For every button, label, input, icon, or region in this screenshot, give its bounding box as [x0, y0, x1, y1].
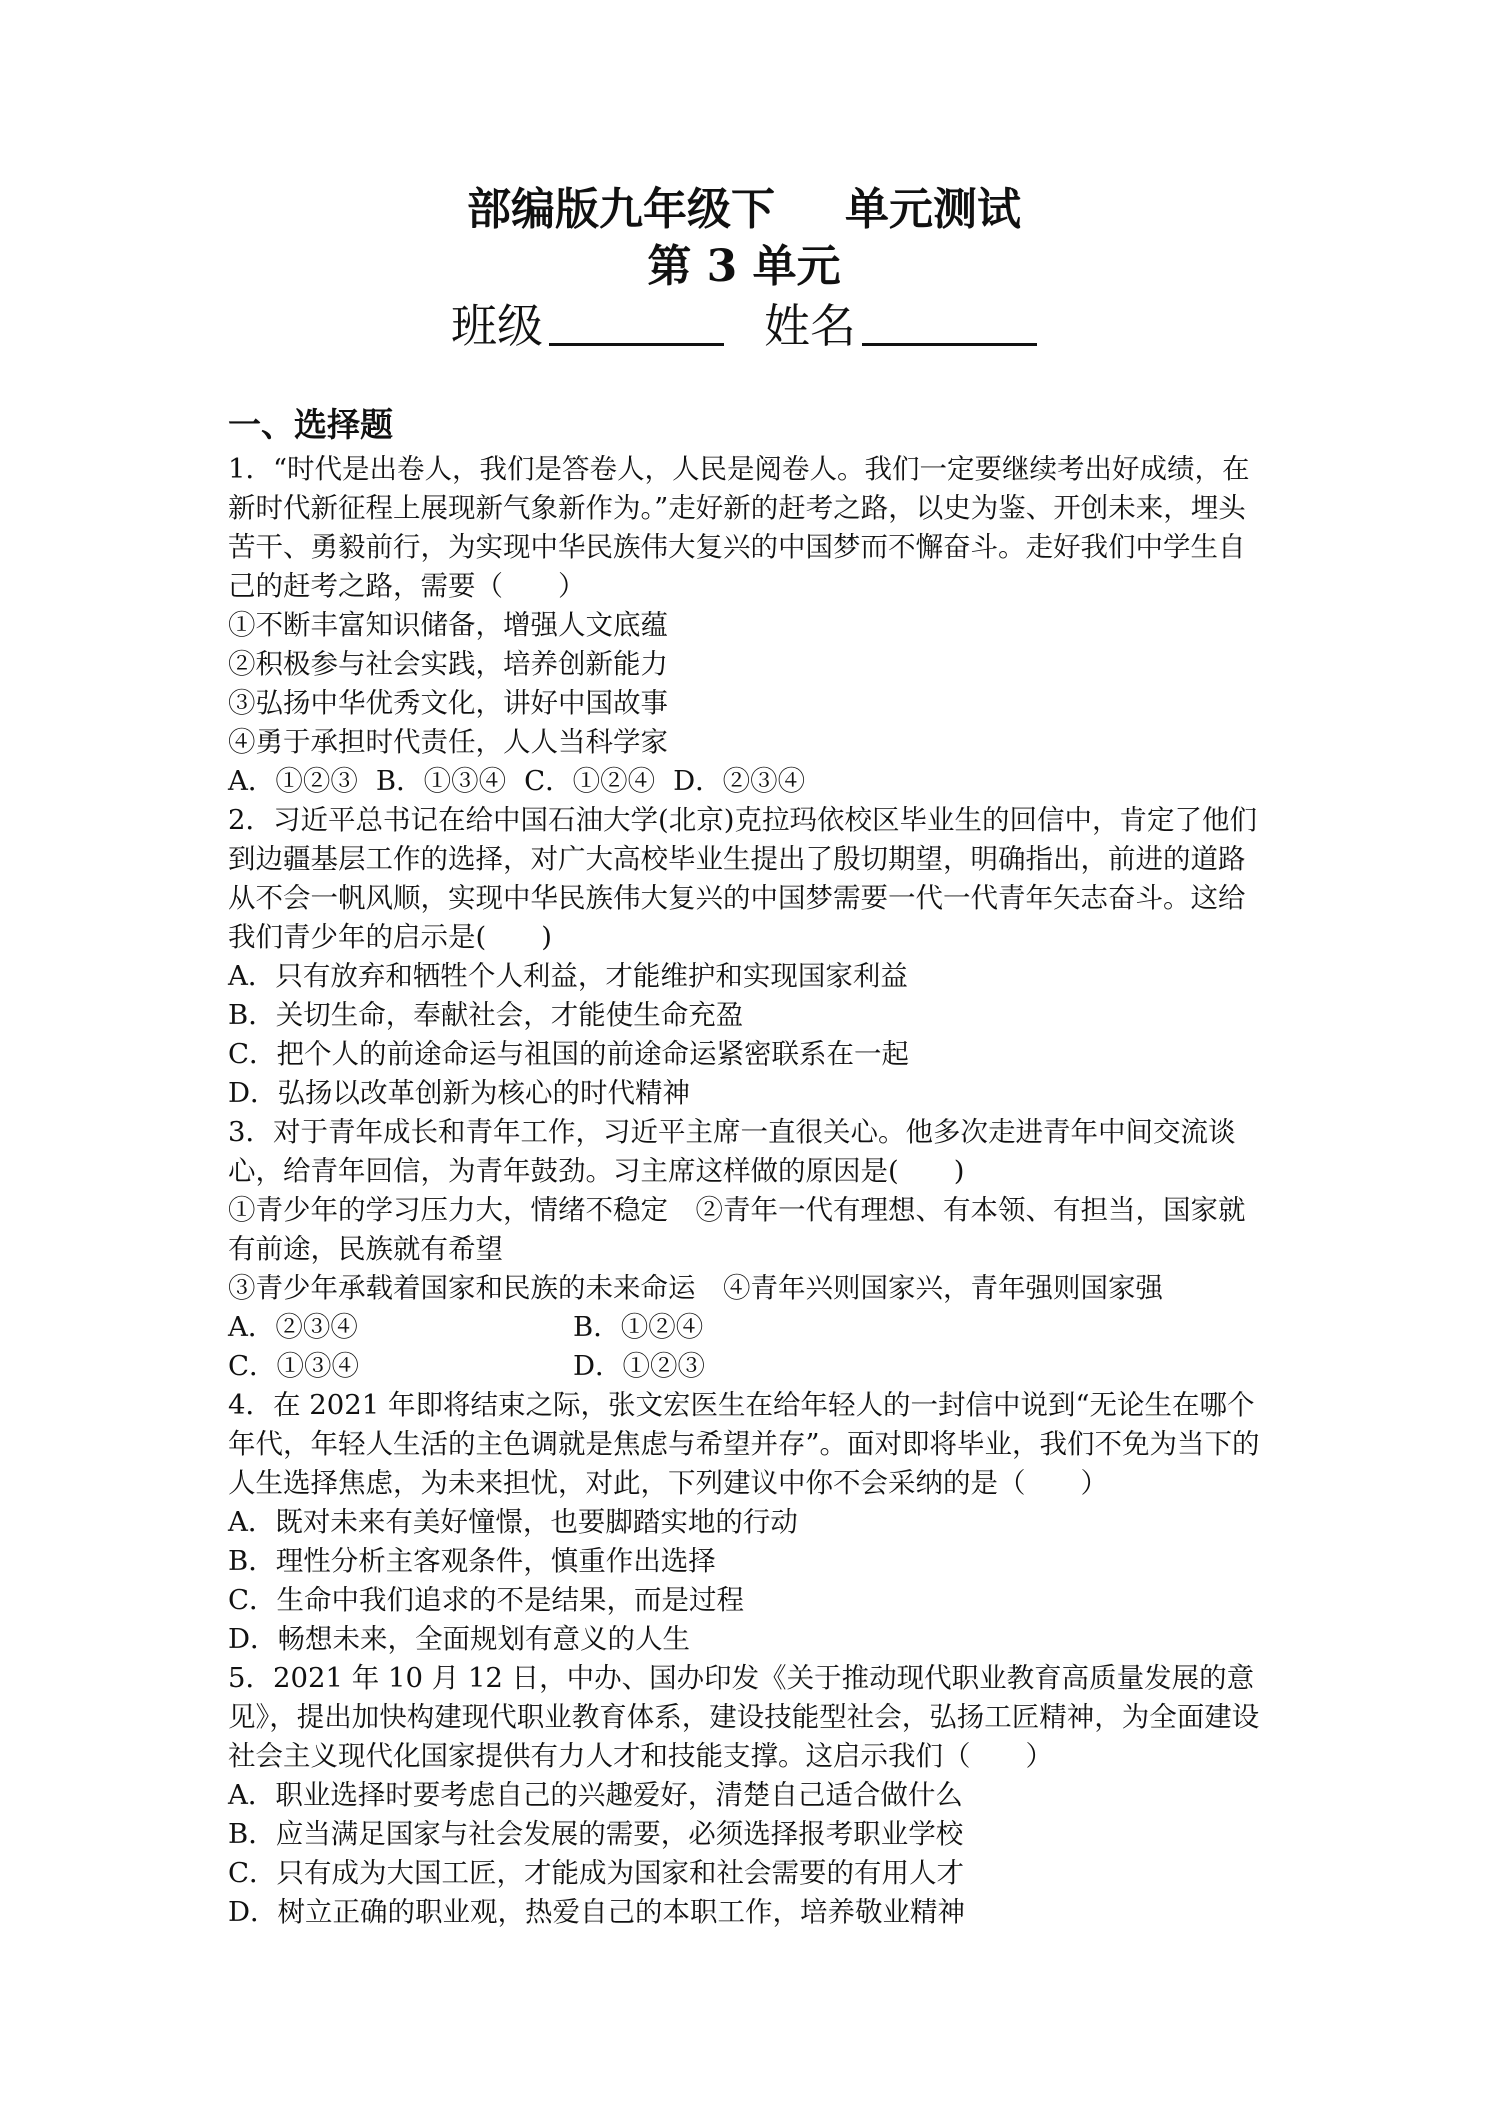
answer-options-row [228, 1347, 1268, 1386]
answer-option-c[interactable]: C．把个人的前途命运与祖国的前途命运紧密联系在一起 [228, 1038, 910, 1070]
answer-options-row [228, 1308, 1268, 1347]
name-blank[interactable] [862, 297, 1037, 346]
answer-option-b[interactable]: B．理性分析主客观条件，慎重作出选择 [228, 1545, 716, 1577]
title-left: 部编版九年级下 [467, 184, 775, 235]
question-item: ④勇于承担时代责任，人人当科学家 [228, 726, 668, 758]
question-stem: 1．“时代是出卷人，我们是答卷人，人民是阅卷人。我们一定要继续考出好成绩，在新时代新征程上展现新气象新作为。”走好新的赶考之路，以史为鉴、开创未来，埋头苦干、勇毅前行，为实现中华民族伟大复兴的中国梦而不懈奋斗。走好我们中学生自己的赶考之路，需要（ ） [228, 453, 1250, 602]
class-label: 班级 [451, 299, 543, 353]
answer-option-c[interactable]: C．①②④ [524, 765, 656, 797]
question-stem: 2．习近平总书记在给中国石油大学(北京)克拉玛依校区毕业生的回信中，肯定了他们到边疆基层工作的选择，对广大高校毕业生提出了殷切期望，明确指出，前进的道路从不会一帆风顺，实现中华民族伟大复兴的中国梦需要一代一代青年矢志奋斗。这给我们青少年的启示是( ) [228, 804, 1257, 953]
answer-option-a[interactable]: A．只有放弃和牺牲个人利益，才能维护和实现国家利益 [228, 960, 908, 992]
question-stem: 3．对于青年成长和青年工作，习近平主席一直很关心。他多次走进青年中间交流谈心，给青年回信，为青年鼓劲。习主席这样做的原因是( ) [228, 1116, 1236, 1187]
question-item: ③青少年承载着国家和民族的未来命运 ④青年兴则国家兴，青年强则国家强 [228, 1272, 1163, 1304]
name-label: 姓名 [764, 299, 856, 353]
question-stem: 5．2021 年 10 月 12 日，中办、国办印发《关于推动现代职业教育高质量发展的意见》，提出加快构建现代职业教育体系，建设技能型社会，弘扬工匠精神，为全面建设社会主义现代化国家提供有力人才和技能支撑。这启示我们（ ） [228, 1662, 1260, 1772]
question-item: ①青少年的学习压力大，情绪不稳定 ②青年一代有理想、有本领、有担当，国家就有前途，民族就有希望 [228, 1194, 1246, 1265]
question-item: ③弘扬中华优秀文化，讲好中国故事 [228, 687, 668, 719]
student-info [0, 296, 1488, 356]
answer-option-b[interactable]: B．①③④ [375, 765, 507, 797]
answer-option-a[interactable]: A．职业选择时要考虑自己的兴趣爱好，清楚自己适合做什么 [228, 1779, 963, 1811]
answer-option-d[interactable]: D．畅想未来，全面规划有意义的人生 [228, 1623, 691, 1655]
answer-option-a[interactable]: A．②③④ [228, 1311, 358, 1343]
question-item: ②积极参与社会实践，培养创新能力 [228, 648, 668, 680]
class-blank[interactable] [549, 297, 724, 346]
answer-option-a[interactable]: A．既对未来有美好憧憬，也要脚踏实地的行动 [228, 1506, 798, 1538]
answer-option-d[interactable]: D．①②③ [573, 1350, 706, 1382]
answer-options [228, 762, 1268, 801]
answer-option-d[interactable]: D．②③④ [673, 765, 806, 797]
section-title: 一、选择题 [228, 405, 393, 444]
question-item: ①不断丰富知识储备，增强人文底蕴 [228, 609, 668, 641]
answer-option-d[interactable]: D．弘扬以改革创新为核心的时代精神 [228, 1077, 691, 1109]
unit-title: 第 3 单元 [647, 241, 841, 292]
answer-option-d[interactable]: D．树立正确的职业观，热爱自己的本职工作，培养敬业精神 [228, 1896, 966, 1928]
question-stem: 4．在 2021 年即将结束之际，张文宏医生在给年轻人的一封信中说到“无论生在哪个年代，年轻人生活的主色调就是焦虑与希望并存”。面对即将毕业，我们不免为当下的人生选择焦虑，为未来担忧，对此，下列建议中你不会采纳的是（ ） [228, 1389, 1260, 1499]
answer-option-b[interactable]: B．应当满足国家与社会发展的需要，必须选择报考职业学校 [228, 1818, 964, 1850]
question-list [228, 450, 1268, 1932]
answer-option-a[interactable]: A．①②③ [228, 765, 358, 797]
answer-option-c[interactable]: C．只有成为大国工匠，才能成为国家和社会需要的有用人才 [228, 1857, 965, 1889]
title-right: 单元测试 [845, 184, 1021, 235]
answer-option-b[interactable]: B．①②④ [573, 1311, 704, 1343]
page-title [0, 183, 1488, 237]
answer-option-c[interactable]: C．①③④ [228, 1350, 360, 1382]
answer-option-c[interactable]: C．生命中我们追求的不是结果，而是过程 [228, 1584, 745, 1616]
answer-option-b[interactable]: B．关切生命，奉献社会，才能使生命充盈 [228, 999, 744, 1031]
